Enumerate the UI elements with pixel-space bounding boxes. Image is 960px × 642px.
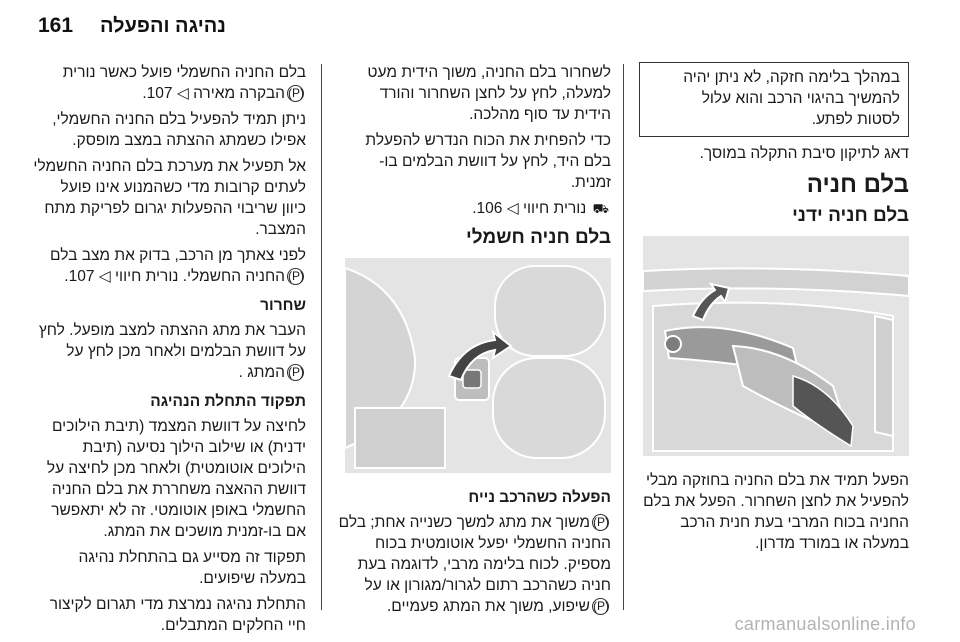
text-line: לשחרור בלם החניה, משוך הידית מעט — [367, 64, 611, 81]
hill-start-text — [24, 547, 306, 589]
text-line: ידנית) או שילוב הילוך נסיעה (תיבת — [82, 439, 306, 456]
check-before-exit-text — [24, 245, 306, 287]
text-line: הידית עד סוף מהלכה. — [469, 106, 611, 123]
column-divider-left — [321, 64, 322, 610]
text-line: (P)שיפוע, משוך את המתג פעמיים. — [386, 598, 609, 615]
text-line: לפני צאתך מן הרכב, בדוק את מצב בלם — [50, 247, 306, 264]
warning-line: להמשיך בהיגוי הרכב והוא עלול — [701, 90, 900, 107]
text-line: (P)המתג . — [238, 364, 304, 381]
stationary-activation-text — [335, 512, 611, 617]
text-line: להפעיל את לחצן השחרור. הפעל את בלם — [643, 493, 909, 510]
text-line: (P)משוך את מתג למשך כשנייה אחת; בלם — [338, 514, 609, 531]
parking-brake-icon: (P) — [288, 365, 304, 380]
text-line: לחיצה על דוושת המצמד (תיבת הילוכים — [51, 418, 306, 435]
indicator-reference — [335, 198, 611, 219]
text-line: בלם היד, לחץ על דוושת הבלמים בו- — [379, 153, 611, 170]
text-line: אפילו כשמתג ההצתה במצב מופסק. — [72, 132, 306, 149]
manual-brake-instructions — [637, 470, 909, 554]
repair-note: דאג לתיקון סיבת התקלה במוסך. — [699, 145, 909, 162]
parking-brake-icon: (P) — [288, 269, 304, 284]
column-left — [24, 62, 306, 641]
text-line: הילוכים אוטומטית) ולאחר מכן לחיצה על — [46, 460, 306, 477]
drive-away-text — [24, 416, 306, 542]
ignition-off-text — [24, 109, 306, 151]
text-line: כדי להפחית את הכוח הנדרש להפעלת — [365, 132, 611, 149]
text-line: דוושת ההאצה משחררת את בלם החניה — [51, 481, 306, 498]
section-heading-electric-brake: בלם חניה חשמלי — [465, 227, 611, 248]
text-line: על דוושת הבלמים ולאחר מכן לחץ על — [66, 343, 306, 360]
text-line: חיי החלקים המתבלים. — [160, 617, 306, 634]
column-right — [637, 62, 909, 559]
handbrake-drawing — [643, 236, 909, 456]
text-line: המצבר. — [255, 221, 306, 238]
section-heading-parking-brake: בלם חניה — [806, 171, 909, 198]
text-line: החניה בכוח המרבי בעת חנית הרכב — [680, 514, 909, 531]
column-middle — [335, 62, 611, 622]
indicator-reference-text: נורית חיווי ◁ 106. — [472, 200, 587, 217]
text-line: בלם החניה החשמלי פועל כאשר נורית — [62, 64, 306, 81]
text-line: העבר את מתג ההצתה למצב מופעל. לחץ — [38, 322, 306, 339]
release-text — [24, 320, 306, 383]
subheading-drive-away: תפקוד התחלת הנהיגה — [150, 393, 306, 410]
manual-handbrake-illustration — [643, 236, 909, 456]
text-line: במעלה שיפועים. — [199, 570, 306, 587]
text-line: כיוון שריבוי ההפעלות יגרום לפריקת מתח — [44, 200, 306, 217]
text-line: למעלה, לחץ על לחצן השחרור והורד — [379, 85, 611, 102]
text-line: אם בו-זמנית מושכים את המתג. — [103, 523, 306, 540]
subsection-heading-manual-brake: בלם חניה ידני — [792, 205, 909, 226]
text-line: החשמלי באופן אוטומטי. זה לא יתאפשר — [51, 502, 306, 519]
electric-brake-active-text — [24, 62, 306, 104]
text-line: חניה כשהרכב רתום לגרור/מגורון או על — [364, 577, 611, 594]
page-header-title: נהיגה והפעלה — [100, 15, 226, 37]
text-line: אל תפעיל את מערכת בלם החניה החשמלי — [33, 158, 306, 175]
parking-brake-icon: (P) — [288, 86, 304, 101]
warning-line: במהלך בלימה חזקה, לא ניתן יהיה — [683, 69, 900, 86]
text-line: התחלת נהיגה נמרצת מדי תגרום לקיצור — [49, 596, 306, 613]
text-line: החניה החשמלי יפעל אוטומטית בכוח — [374, 535, 611, 552]
warning-line: לסטות לפתע. — [811, 111, 900, 128]
text-line: (P)הבקרה מאירה ◁ 107. — [142, 85, 304, 102]
electric-brake-drawing — [345, 258, 611, 473]
text-line: (P)החניה החשמלי. נורית חיווי ◁ 107. — [64, 268, 304, 285]
battery-warning-text — [24, 156, 306, 240]
subheading-stationary-activation: הפעלה כשהרכב נייח — [468, 489, 611, 506]
text-line: זמנית. — [570, 174, 611, 191]
parking-brake-icon: (P) — [593, 515, 609, 530]
reduce-force-text — [335, 130, 611, 193]
electric-brake-switch-illustration — [345, 258, 611, 473]
wear-warning-text — [24, 594, 306, 636]
subheading-release: שחרור — [260, 297, 306, 314]
warning-box — [639, 62, 909, 137]
watermark: carmanualsonline.info — [734, 614, 916, 634]
page-number: 161 — [38, 14, 74, 37]
text-line: במעלה או במורד מדרון. — [755, 535, 909, 552]
car-icon: ⛟ — [592, 201, 609, 216]
release-handbrake-text — [335, 62, 611, 125]
text-line: תפקוד זה מסייע גם בהתחלת נהיגה — [78, 549, 306, 566]
column-divider-right — [623, 64, 624, 610]
text-line: מספיק. לכוח בלימה מרבי, לדוגמה בעת — [357, 556, 611, 573]
text-line: לעתים קרובות מדי כשהמנוע אינו פועל — [60, 179, 306, 196]
parking-brake-icon: (P) — [593, 599, 609, 614]
text-line: הפעל תמיד את בלם החניה בחוזקה מבלי — [645, 472, 909, 489]
text-line: ניתן תמיד להפעיל בלם החניה החשמלי, — [52, 111, 306, 128]
